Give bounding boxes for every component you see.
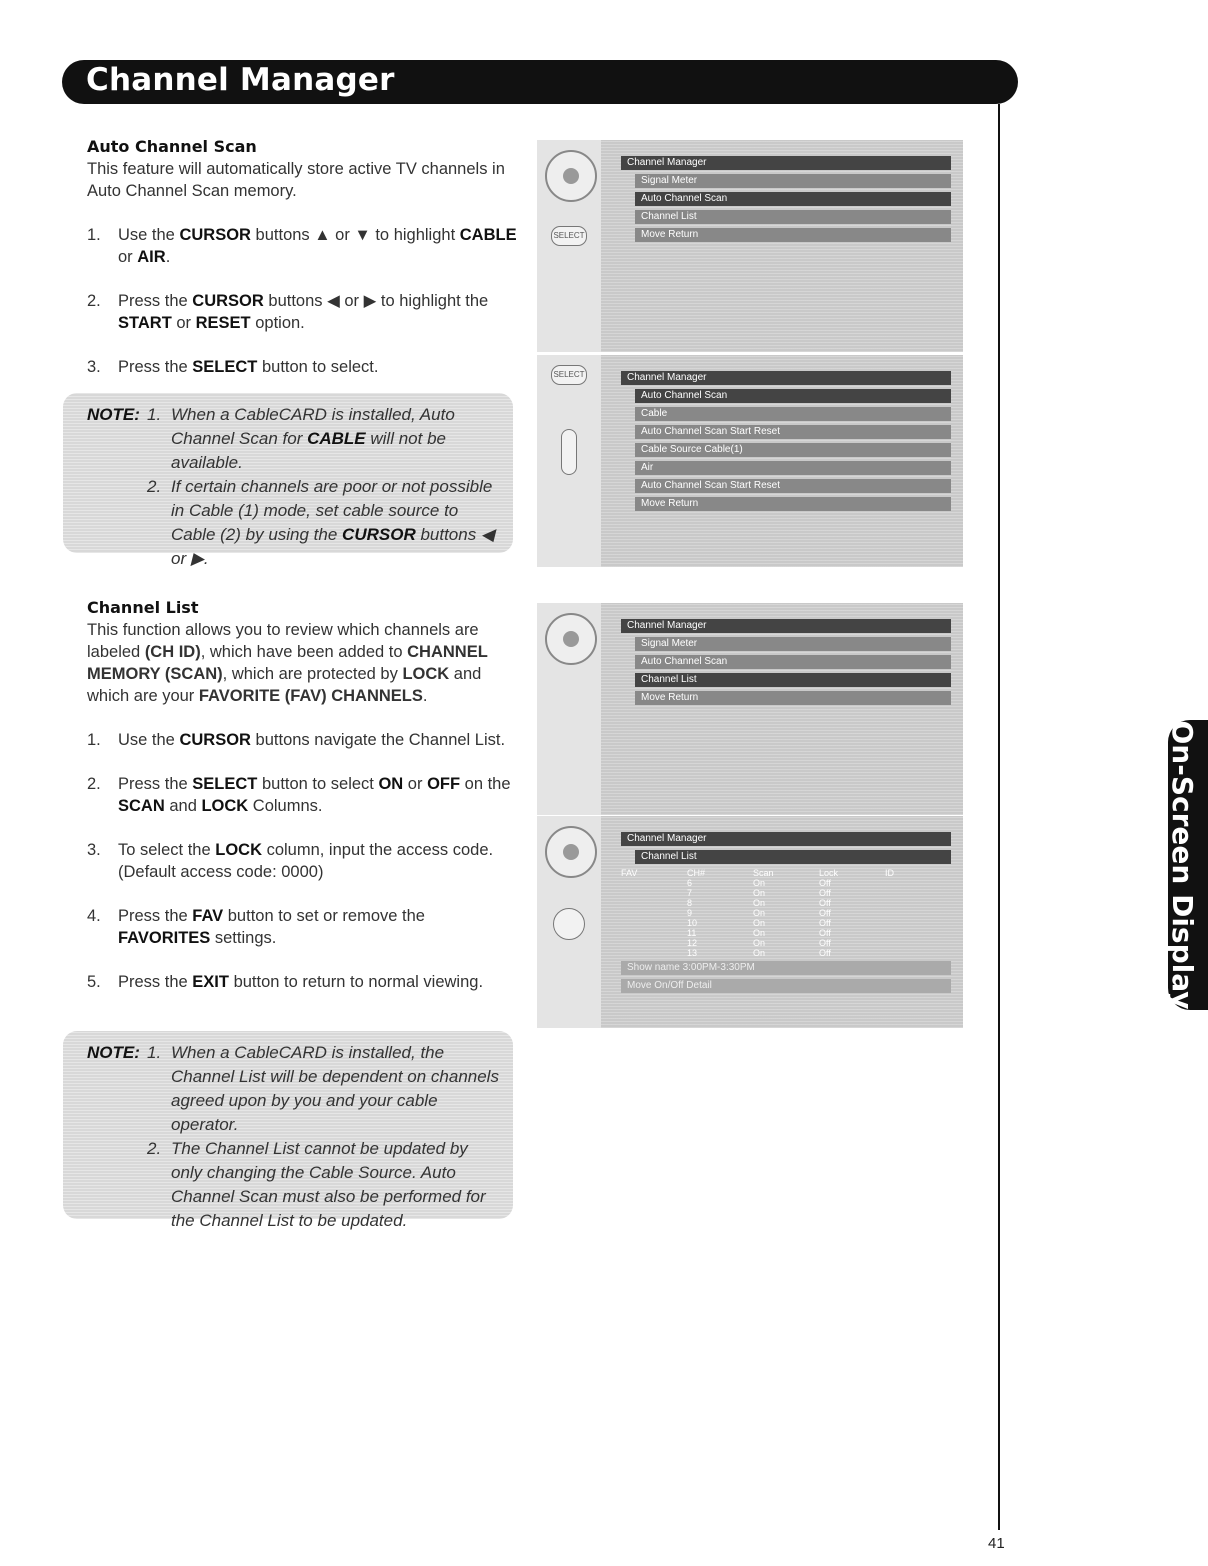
osd-menu-item: Auto Channel Scan xyxy=(635,389,951,403)
channel-cell xyxy=(885,908,951,918)
note-item xyxy=(147,403,501,475)
osd-menu-item: Cable Source Cable(1) xyxy=(635,443,951,457)
dpad-icon xyxy=(545,826,597,878)
channel-cell: 10 xyxy=(687,918,698,928)
channel-row xyxy=(621,888,951,898)
cursor-icon xyxy=(561,429,577,475)
section-intro xyxy=(87,619,517,707)
text-run: Columns. xyxy=(248,797,323,815)
column-header: Scan xyxy=(753,868,774,878)
text-run: When a CableCARD is installed, Auto Channel Scan for xyxy=(171,405,455,448)
dpad-icon xyxy=(545,613,597,665)
channel-row xyxy=(621,878,951,888)
bold-term: (CH ID) xyxy=(144,643,201,661)
channel-row xyxy=(621,918,951,928)
osd-menu-item: Channel List xyxy=(635,673,951,687)
channel-cell xyxy=(885,938,951,948)
channel-cell xyxy=(621,918,687,928)
item-number: 1. xyxy=(147,405,162,424)
bold-term: CABLE xyxy=(307,429,366,448)
channel-cell xyxy=(621,928,687,938)
bold-term: FAVORITE (FAV) CHANNELS xyxy=(198,687,423,705)
remote-panel xyxy=(537,816,601,1028)
channel-cell: On xyxy=(753,928,766,938)
text-run: If certain channels are poor or not possible in Cable (1) mode, set cable source to Cable (2) by using the xyxy=(171,477,493,544)
channel-cell: Off xyxy=(819,948,831,958)
text-run: and xyxy=(164,797,202,815)
side-tab-label: On-Screen Display xyxy=(1166,720,1199,1010)
channel-cell xyxy=(885,918,951,928)
screen-menu-2 xyxy=(537,355,963,567)
channel-cell xyxy=(885,948,951,958)
channel-cell xyxy=(621,898,687,908)
auto-channel-scan-section xyxy=(87,136,517,378)
text-run: . xyxy=(422,687,428,705)
channel-row xyxy=(621,928,951,938)
channel-cell: Off xyxy=(819,938,831,948)
channel-cell: Off xyxy=(819,878,831,888)
column-header: Lock xyxy=(819,868,839,878)
channel-row xyxy=(621,898,951,908)
remote-panel xyxy=(537,355,601,567)
bold-term: LOCK xyxy=(215,841,262,859)
text-run: or xyxy=(403,775,428,793)
text-run: , which have been added to xyxy=(200,643,408,661)
text-run: or xyxy=(171,314,196,332)
text-run: and which are your xyxy=(87,665,482,705)
bold-term: CURSOR xyxy=(192,292,264,310)
osd-menu-item: Auto Channel Scan Start Reset xyxy=(635,479,951,493)
text-run: Use the xyxy=(118,226,180,244)
channel-cell xyxy=(885,928,951,938)
bold-term: START xyxy=(118,314,172,332)
osd-footer: Show name 3:00PM-3:30PM xyxy=(621,961,951,975)
osd-menu-item: Channel List xyxy=(635,850,951,864)
note-box xyxy=(63,1031,513,1230)
channel-cell: 12 xyxy=(687,938,698,948)
item-number: 4. xyxy=(87,907,101,925)
text-run: buttons ◀ or ▶. xyxy=(171,525,495,568)
bold-term: SCAN xyxy=(118,797,165,815)
item-number: 2. xyxy=(87,292,101,310)
info-button-icon xyxy=(553,908,585,940)
channel-cell xyxy=(885,888,951,898)
text-run: When a CableCARD is installed, the Channel List will be dependent on channels agreed upon by you and your cable operator. xyxy=(171,1043,499,1134)
text-run: To select the xyxy=(118,841,216,859)
column-header: CH# xyxy=(687,868,706,878)
channel-cell: 6 xyxy=(687,878,693,888)
bold-term: RESET xyxy=(195,314,251,332)
steps-list xyxy=(87,729,517,993)
note-box xyxy=(63,393,513,568)
channel-cell: 7 xyxy=(687,888,693,898)
text-run: will not be available. xyxy=(171,429,446,472)
channel-cell: Off xyxy=(819,898,831,908)
note-item xyxy=(147,1041,501,1137)
channel-row xyxy=(621,908,951,918)
bold-term: SELECT xyxy=(192,358,258,376)
remote-panel xyxy=(537,603,601,815)
item-number: 5. xyxy=(87,973,101,991)
channel-cell: On xyxy=(753,948,766,958)
text-run: settings. xyxy=(210,929,277,947)
screen-menu-4 xyxy=(537,816,963,1028)
channel-cell: 8 xyxy=(687,898,693,908)
osd-menu xyxy=(621,832,951,997)
item-number: 1. xyxy=(87,731,101,749)
bold-term: CURSOR xyxy=(179,731,251,749)
bold-term: CURSOR xyxy=(179,226,251,244)
osd-menu-item: Channel Manager xyxy=(621,619,951,633)
screen-menu-1 xyxy=(537,140,963,352)
channel-cell: Off xyxy=(819,888,831,898)
text-run: Use the xyxy=(118,731,180,749)
text-run: , which are protected by xyxy=(222,665,403,683)
item-number: 1. xyxy=(147,1043,162,1062)
text-run: The Channel List cannot be updated by only changing the Cable Source. Auto Channel Scan must also be performed for the Channel List to be updated. xyxy=(171,1139,486,1230)
channel-cell xyxy=(621,908,687,918)
bold-term: LOCK xyxy=(402,665,450,683)
page-number: 41 xyxy=(988,1535,1005,1552)
channel-cell: On xyxy=(753,918,766,928)
osd-menu-item: Air xyxy=(635,461,951,475)
channel-row xyxy=(621,948,951,958)
text-run: or xyxy=(118,248,138,266)
text-run: on the xyxy=(460,775,511,793)
item-number: 3. xyxy=(87,358,101,376)
channel-cell: 13 xyxy=(687,948,698,958)
step-item xyxy=(87,224,517,268)
channel-list-section xyxy=(87,597,517,993)
text-run: option. xyxy=(250,314,305,332)
bold-term: CHANNEL MEMORY (SCAN) xyxy=(87,643,488,683)
item-number: 2. xyxy=(147,1139,162,1158)
screen-menu-3 xyxy=(537,603,963,815)
note-item xyxy=(147,475,501,571)
item-number: 3. xyxy=(87,841,101,859)
osd-menu xyxy=(621,156,951,246)
osd-menu-item: Auto Channel Scan xyxy=(635,192,951,206)
column-header: ID xyxy=(885,868,894,878)
osd-menu-item: Move Return xyxy=(635,691,951,705)
osd-footer: Move On/Off Detail xyxy=(621,979,951,993)
channel-cell: Off xyxy=(819,908,831,918)
channel-cell: On xyxy=(753,938,766,948)
text-run: buttons navigate the Channel List. xyxy=(250,731,506,749)
text-run: . xyxy=(165,248,171,266)
text-run: buttons ▲ or ▼ to highlight xyxy=(250,226,460,244)
osd-menu-item: Channel Manager xyxy=(621,156,951,170)
channel-cell xyxy=(621,878,687,888)
channel-cell: 9 xyxy=(687,908,693,918)
bold-term: AIR xyxy=(137,248,166,266)
section-heading: Channel List xyxy=(87,598,199,617)
text-run: Press the xyxy=(118,907,193,925)
section-intro: This feature will automatically store active TV channels in Auto Channel Scan memory. xyxy=(87,160,505,200)
text-run: column, input the access code. (Default access code: 0000) xyxy=(118,841,494,881)
text-run: button to return to normal viewing. xyxy=(228,973,484,991)
dpad-icon xyxy=(545,150,597,202)
bold-term: FAV xyxy=(192,907,224,925)
step-item xyxy=(87,971,517,993)
channel-list-header xyxy=(621,868,951,878)
channel-cell xyxy=(621,948,687,958)
bold-term: LOCK xyxy=(201,797,249,815)
bold-term: ON xyxy=(378,775,404,793)
select-button-icon: SELECT xyxy=(551,365,587,385)
bold-term: FAVORITES xyxy=(118,929,211,947)
channel-row xyxy=(621,938,951,948)
item-number: 2. xyxy=(147,477,162,496)
osd-menu-item: Move Return xyxy=(635,228,951,242)
text-run: Press the xyxy=(118,292,193,310)
osd-menu-item: Auto Channel Scan xyxy=(635,655,951,669)
osd-menu-item: Cable xyxy=(635,407,951,421)
text-run: button to set or remove the xyxy=(223,907,425,925)
text-run: button to select. xyxy=(257,358,379,376)
select-button-icon: SELECT xyxy=(551,226,587,246)
channel-cell: On xyxy=(753,908,766,918)
osd-menu-item: Move Return xyxy=(635,497,951,511)
text-run: Press the xyxy=(118,358,193,376)
channel-cell: On xyxy=(753,898,766,908)
section-heading: Auto Channel Scan xyxy=(87,137,257,156)
bold-term: EXIT xyxy=(192,973,229,991)
channel-cell xyxy=(621,938,687,948)
text-run: button to select xyxy=(257,775,379,793)
osd-menu-item: Signal Meter xyxy=(635,174,951,188)
step-item xyxy=(87,290,517,334)
channel-cell xyxy=(885,898,951,908)
osd-menu-item: Auto Channel Scan Start Reset xyxy=(635,425,951,439)
bold-term: OFF xyxy=(427,775,461,793)
channel-cell: 11 xyxy=(687,928,697,938)
note-label: NOTE: xyxy=(87,405,140,424)
step-item xyxy=(87,839,517,883)
column-header: FAV xyxy=(621,868,638,878)
channel-cell: Off xyxy=(819,928,831,938)
text-run: Press the xyxy=(118,973,193,991)
steps-list xyxy=(87,224,517,378)
osd-menu xyxy=(621,371,951,515)
note-label: NOTE: xyxy=(87,1043,140,1062)
step-item xyxy=(87,729,517,751)
channel-cell: On xyxy=(753,878,766,888)
item-number: 2. xyxy=(87,775,101,793)
osd-menu-item: Channel Manager xyxy=(621,371,951,385)
osd-menu-item: Signal Meter xyxy=(635,637,951,651)
item-number: 1. xyxy=(87,226,101,244)
channel-cell: On xyxy=(753,888,766,898)
text-run: buttons ◀ or ▶ to highlight the xyxy=(263,292,489,310)
osd-menu xyxy=(621,619,951,709)
channel-cell xyxy=(885,878,951,888)
page-title: Channel Manager xyxy=(86,62,395,98)
bold-term: CABLE xyxy=(459,226,517,244)
bold-term: SELECT xyxy=(192,775,258,793)
note-item xyxy=(147,1137,501,1233)
step-item xyxy=(87,356,517,378)
channel-cell: Off xyxy=(819,918,831,928)
text-run: This function allows you to review which channels are labeled xyxy=(87,621,479,661)
bold-term: CURSOR xyxy=(342,525,416,544)
osd-menu-item: Channel Manager xyxy=(621,832,951,846)
remote-panel xyxy=(537,140,601,352)
text-run: Press the xyxy=(118,775,193,793)
channel-cell xyxy=(621,888,687,898)
step-item xyxy=(87,773,517,817)
step-item xyxy=(87,905,517,949)
osd-menu-item: Channel List xyxy=(635,210,951,224)
vertical-rule xyxy=(998,104,1000,1530)
